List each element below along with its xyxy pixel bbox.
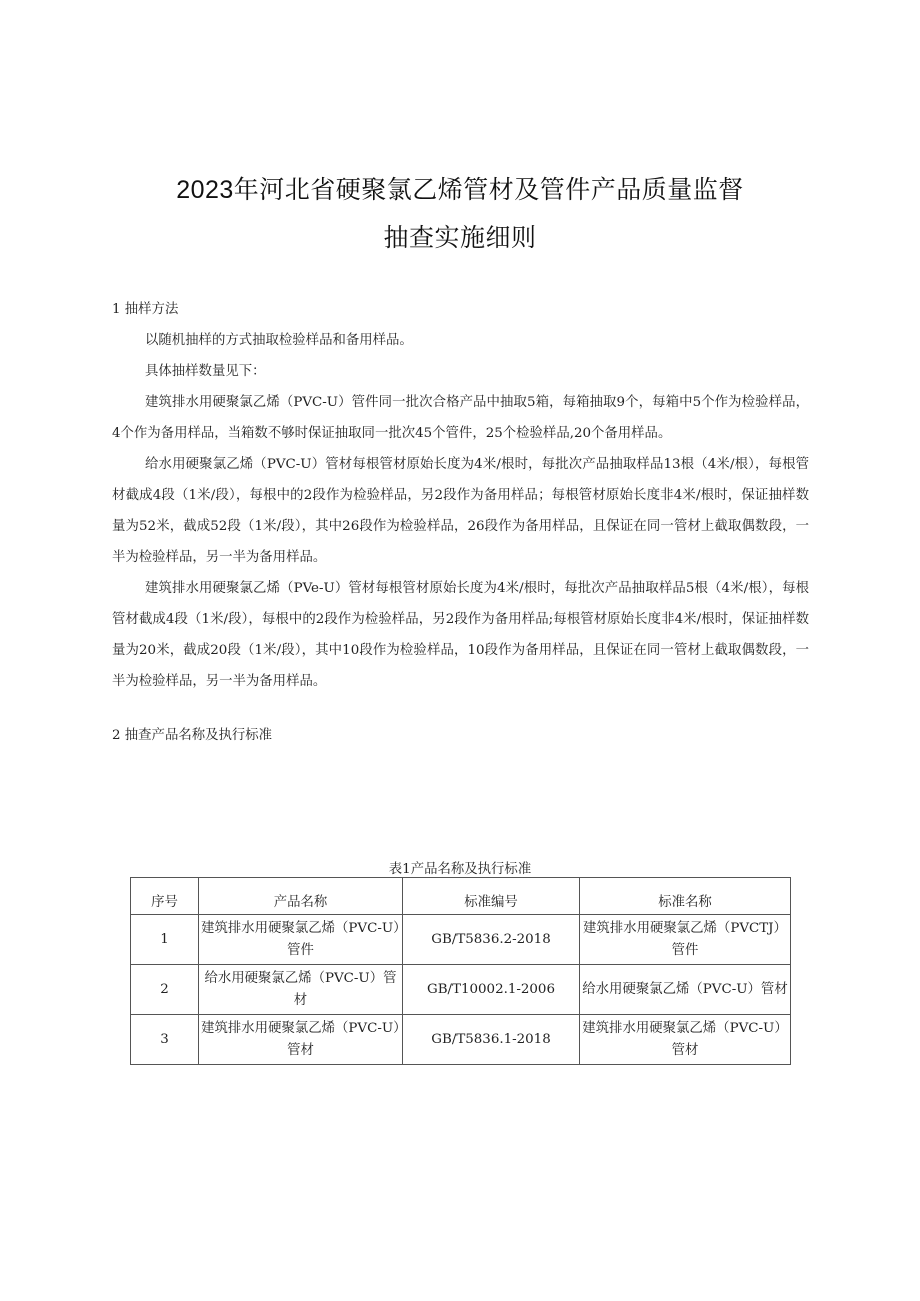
header-product-name: 产品名称 [199,878,403,915]
products-standards-table [130,877,791,1065]
cell-product-name: 给水用硬聚氯乙烯（PVC-U）管材 [199,965,403,1015]
cell-standard-name: 给水用硬聚氯乙烯（PVC-U）管材 [580,965,791,1015]
table-header-row [131,878,791,915]
table-row [131,1015,791,1065]
document-body [112,294,809,751]
cell-serial-number: 3 [131,1015,199,1065]
paragraph-drainage-fittings: 建筑排水用硬聚氯乙烯（PVC-U）管件同一批次合格产品中抽取5箱，每箱抽取9个，每箱中5个作为检验样品，4个作为备用样品，当箱数不够时保证抽取同一批次45个管件，25个检验样品,20个备用样品。 [112,395,809,441]
paragraph-water-supply-pipes: 给水用硬聚氯乙烯（PVC-U）管材每根管材原始长度为4米/根时，每批次产品抽取样品13根（4米/根），每根管材截成4段（1米/段），每根中的2段作为检验样品，另2段作为备用样品；每根管材原始长度非4米/根时，保证抽样数量为52米，截成52段（1米/段），其中26段作为检验样品，26段作为备用样品，且保证在同一管材上截取偶数段，一半为检验样品，另一半为备用样品。 [112,457,809,565]
document-title-line-1: 2023年河北省硬聚氯乙烯管材及管件产品质量监督 [176,176,744,204]
table-row [131,965,791,1015]
cell-serial-number: 1 [131,915,199,965]
table-caption: 表1产品名称及执行标准 [388,862,532,877]
section-heading-products-standards: 2 抽查产品名称及执行标准 [112,728,273,743]
cell-product-name: 建筑排水用硬聚氯乙烯（PVC-U）管材 [199,1015,403,1065]
paragraph-drainage-pipes: 建筑排水用硬聚氯乙烯（PVe-U）管材每根管材原始长度为4米/根时，每批次产品抽取样品5根（4米/根），每根管材截成4段（1米/段），每根中的2段作为检验样品，另2段作为备用样品;每根管材原始长度非4米/根时，保证抽样数量为20米，截成20段（1米/段），其中10段作为检验样品，10段作为备用样品，且保证在同一管材上截取偶数段，一半为检验样品，另一半为备用样品。 [112,581,809,689]
header-standard-number: 标准编号 [403,878,580,915]
cell-standard-number: GB/T10002.1-2006 [403,965,580,1015]
cell-standard-name: 建筑排水用硬聚氯乙烯（PVC-U）管材 [580,1015,791,1065]
cell-product-name: 建筑排水用硬聚氯乙烯（PVC-U）管件 [199,915,403,965]
section-heading-sampling-method: 1 抽样方法 [112,302,179,317]
table-row [131,915,791,965]
paragraph-random-sampling: 以随机抽样的方式抽取检验样品和备用样品。 [145,333,413,348]
cell-standard-number: GB/T5836.2-2018 [403,915,580,965]
header-serial-number: 序号 [131,878,199,915]
paragraph-sampling-quantity-intro: 具体抽样数量见下： [145,364,266,379]
cell-standard-name: 建筑排水用硬聚氯乙烯（PVCTJ）管件 [580,915,791,965]
cell-standard-number: GB/T5836.1-2018 [403,1015,580,1065]
header-standard-name: 标准名称 [580,878,791,915]
document-title-line-2: 抽查实施细则 [383,224,537,252]
cell-serial-number: 2 [131,965,199,1015]
